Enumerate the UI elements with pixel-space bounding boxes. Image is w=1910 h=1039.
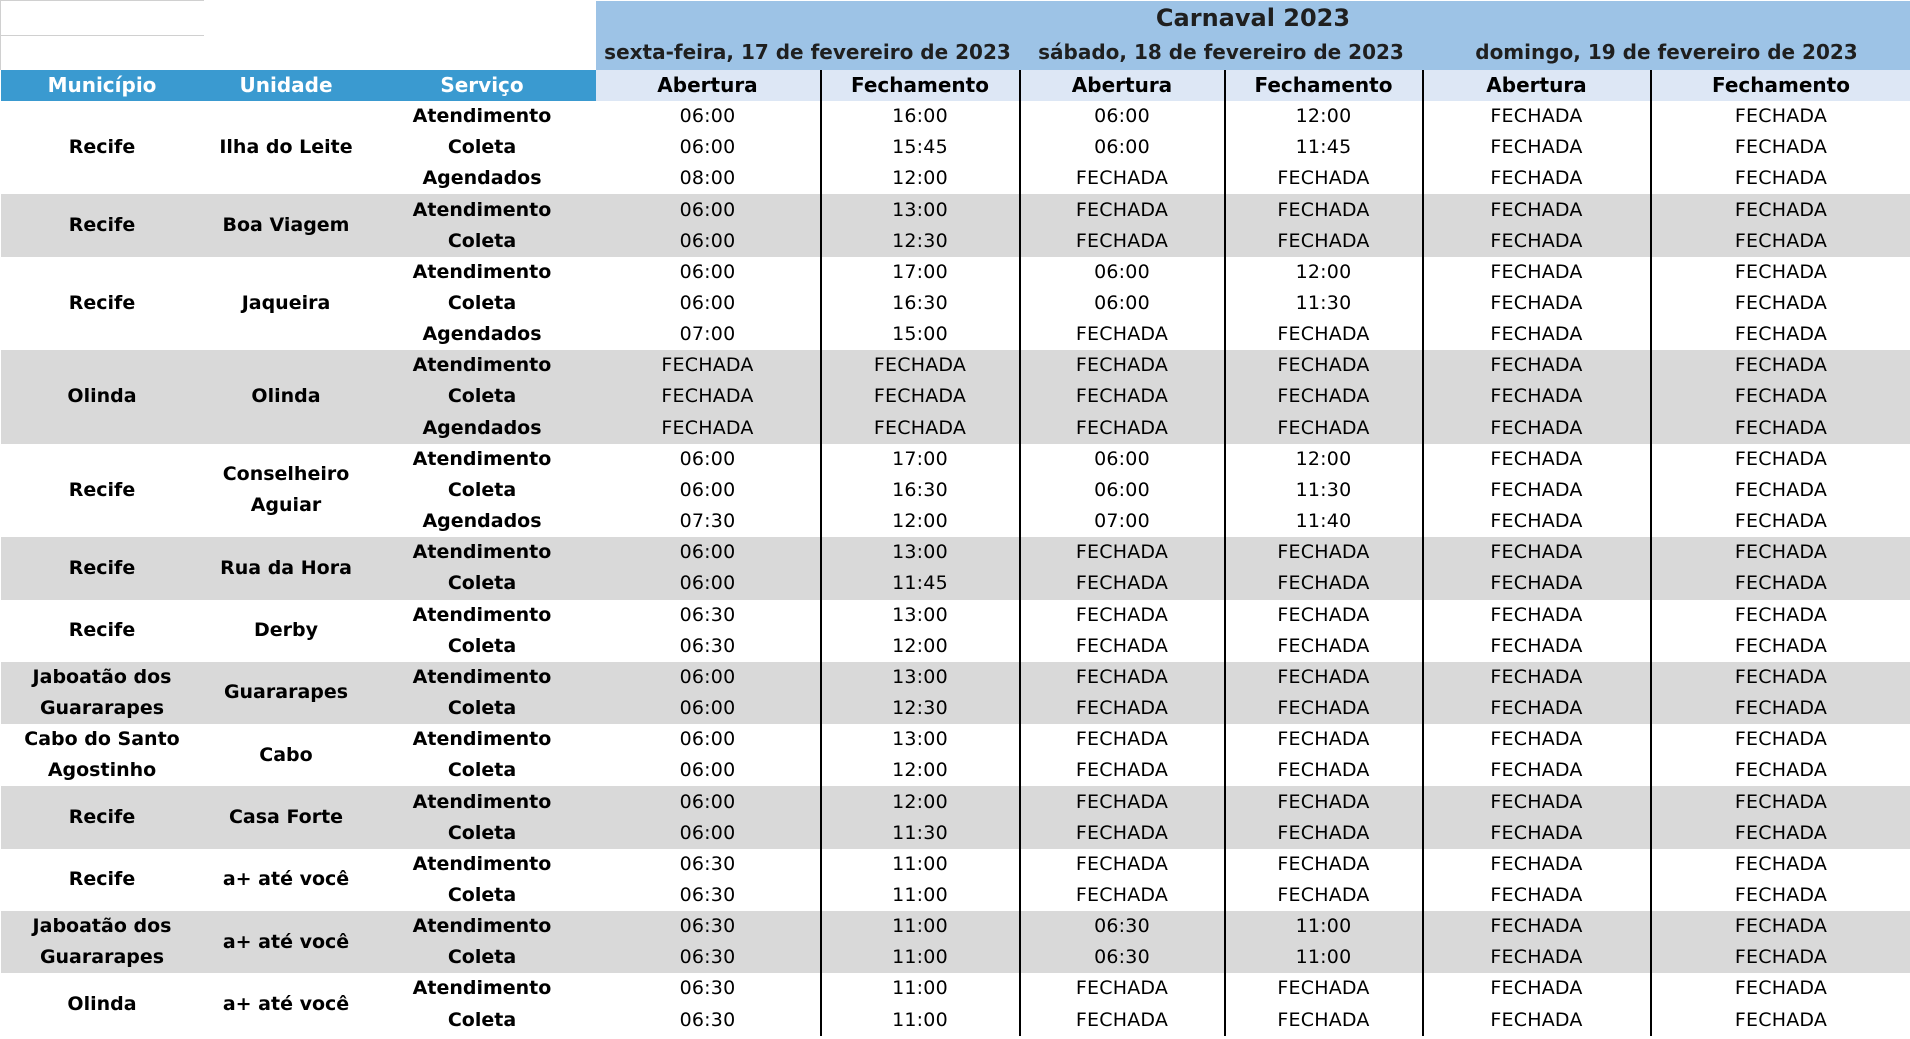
cell-municipio: Recife <box>1 786 204 848</box>
cell-abertura: FECHADA <box>1423 381 1651 412</box>
cell-fechamento: FECHADA <box>1651 662 1910 693</box>
cell-municipio: Recife <box>68 619 136 642</box>
table-row <box>1 101 1910 132</box>
cell-servico: Coleta <box>369 818 596 849</box>
cell-servico: Coleta <box>369 568 596 599</box>
cell-servico: Coleta <box>447 136 517 159</box>
cell-fechamento: FECHADA <box>1734 852 1828 875</box>
cell-abertura: FECHADA <box>1423 226 1651 257</box>
cell-fechamento: FECHADA <box>821 381 1020 412</box>
cell-fechamento: 12:00 <box>821 506 1020 537</box>
cell-fechamento: FECHADA <box>1225 413 1423 444</box>
cell-abertura: FECHADA <box>1020 319 1225 350</box>
table-row <box>1 662 1910 693</box>
cell-fechamento: 12:00 <box>821 755 1020 786</box>
cell-servico: Atendimento <box>412 603 552 626</box>
cell-fechamento: 13:00 <box>821 194 1020 225</box>
cell-servico: Coleta <box>447 292 517 315</box>
cell-municipio: Recife <box>68 868 136 891</box>
cell-fechamento: FECHADA <box>1734 292 1828 315</box>
cell-abertura: 06:00 <box>596 132 821 163</box>
cell-municipio: Recife <box>1 537 204 599</box>
cell-abertura: FECHADA <box>1423 631 1651 662</box>
cell-servico: Atendimento <box>412 260 552 283</box>
cell-fechamento: 16:30 <box>821 288 1020 319</box>
cell-fechamento: 13:00 <box>821 600 1020 631</box>
column-header-abertura-fri: Abertura <box>596 70 821 101</box>
cell-abertura: 06:00 <box>596 662 821 693</box>
cell-fechamento: FECHADA <box>1734 728 1828 751</box>
cell-fechamento: 13:00 <box>821 662 1020 693</box>
cell-fechamento: 15:45 <box>821 132 1020 163</box>
cell-unidade: Olinda <box>204 350 369 443</box>
cell-abertura: FECHADA <box>1423 194 1651 225</box>
cell-servico: Atendimento <box>412 977 552 1000</box>
cell-fechamento: FECHADA <box>1225 693 1423 724</box>
cell-abertura: 06:00 <box>596 537 821 568</box>
cell-abertura: 06:00 <box>596 724 821 755</box>
cell-unidade: Cabo <box>259 743 313 766</box>
cell-municipio: Olinda <box>67 993 137 1016</box>
cell-fechamento: FECHADA <box>1734 447 1828 470</box>
column-header-fechamento-fri: Fechamento <box>821 70 1020 101</box>
cell-abertura: FECHADA <box>1020 631 1225 662</box>
cell-fechamento: FECHADA <box>1651 381 1910 412</box>
cell-abertura: FECHADA <box>1423 911 1651 942</box>
day-header-sunday: domingo, 19 de fevereiro de 2023 <box>1423 36 1910 71</box>
cell-abertura: 06:00 <box>596 786 821 817</box>
cell-abertura: 06:30 <box>596 911 821 942</box>
cell-fechamento: 11:00 <box>1225 942 1423 973</box>
cell-abertura: 06:00 <box>1020 132 1225 163</box>
table-row <box>1 444 1910 475</box>
cell-fechamento: FECHADA <box>1651 226 1910 257</box>
cell-unidade: a+ até você <box>222 868 350 891</box>
cell-abertura: 06:00 <box>596 101 821 132</box>
cell-servico: Atendimento <box>369 662 596 693</box>
cell-unidade: Derby <box>253 619 318 642</box>
cell-servico: Atendimento <box>412 105 552 128</box>
table-row <box>1 600 1910 631</box>
table-row <box>1 257 1910 288</box>
cell-fechamento: FECHADA <box>1734 167 1828 190</box>
cell-fechamento: 12:00 <box>1225 444 1423 475</box>
cell-unidade: Boa Viagem <box>204 194 369 256</box>
cell-abertura: FECHADA <box>1423 413 1651 444</box>
column-header-abertura-sat: Abertura <box>1020 70 1225 101</box>
column-header-unidade: Unidade <box>204 70 369 101</box>
cell-abertura: FECHADA <box>1423 693 1651 724</box>
carnival-title: Carnaval 2023 <box>596 1 1910 36</box>
cell-fechamento: FECHADA <box>1651 693 1910 724</box>
cell-servico: Agendados <box>422 167 542 190</box>
cell-abertura: FECHADA <box>1423 1005 1651 1036</box>
cell-fechamento: 17:00 <box>821 257 1020 288</box>
cell-abertura: FECHADA <box>1423 849 1651 880</box>
cell-fechamento: 11:45 <box>821 568 1020 599</box>
cell-abertura: 07:30 <box>596 506 821 537</box>
cell-fechamento: 11:30 <box>1225 475 1423 506</box>
cell-abertura: 06:00 <box>596 818 821 849</box>
cell-fechamento: FECHADA <box>1225 973 1423 1004</box>
cell-servico: Atendimento <box>412 728 552 751</box>
cell-unidade: Ilha do Leite <box>219 136 353 159</box>
cell-abertura: FECHADA <box>1423 662 1651 693</box>
header-blank <box>204 1 369 36</box>
cell-fechamento: FECHADA <box>1651 568 1910 599</box>
cell-fechamento: 16:00 <box>821 101 1020 132</box>
header-blank <box>204 36 369 71</box>
cell-abertura: FECHADA <box>1423 880 1651 911</box>
cell-fechamento: 11:00 <box>1225 911 1423 942</box>
cell-servico: Agendados <box>422 323 542 346</box>
cell-servico: Coleta <box>447 478 517 501</box>
table-row <box>1 786 1910 817</box>
cell-unidade: Guararapes <box>204 662 369 724</box>
cell-abertura: FECHADA <box>1423 350 1651 381</box>
cell-abertura: FECHADA <box>596 381 821 412</box>
cell-abertura: FECHADA <box>1020 381 1225 412</box>
cell-fechamento: FECHADA <box>821 350 1020 381</box>
cell-fechamento: FECHADA <box>1225 226 1423 257</box>
cell-fechamento: FECHADA <box>1734 634 1828 657</box>
cell-abertura: FECHADA <box>1423 568 1651 599</box>
cell-fechamento: 11:40 <box>1225 506 1423 537</box>
cell-fechamento: FECHADA <box>1225 662 1423 693</box>
cell-fechamento: FECHADA <box>1225 350 1423 381</box>
cell-fechamento: FECHADA <box>1225 194 1423 225</box>
cell-fechamento: 12:00 <box>1225 101 1423 132</box>
cell-fechamento: FECHADA <box>1734 977 1828 1000</box>
cell-fechamento: FECHADA <box>1225 818 1423 849</box>
cell-abertura: FECHADA <box>1020 226 1225 257</box>
cell-fechamento: 11:00 <box>821 973 1020 1004</box>
cell-fechamento: FECHADA <box>1225 381 1423 412</box>
cell-fechamento: FECHADA <box>1734 603 1828 626</box>
cell-fechamento: 11:30 <box>821 818 1020 849</box>
cell-fechamento: FECHADA <box>1225 163 1423 194</box>
cell-fechamento: FECHADA <box>1225 537 1423 568</box>
cell-fechamento: 12:30 <box>821 693 1020 724</box>
table-row <box>1 350 1910 381</box>
cell-abertura: 06:00 <box>1020 444 1225 475</box>
cell-fechamento: FECHADA <box>1225 319 1423 350</box>
cell-servico: Agendados <box>369 413 596 444</box>
cell-fechamento: FECHADA <box>1651 194 1910 225</box>
cell-municipio: Cabo do Santo Agostinho <box>24 728 180 782</box>
cell-fechamento: 12:00 <box>821 163 1020 194</box>
cell-servico: Coleta <box>447 759 517 782</box>
cell-fechamento: 11:00 <box>821 880 1020 911</box>
cell-fechamento: 11:30 <box>1225 288 1423 319</box>
cell-municipio: Recife <box>68 136 136 159</box>
cell-abertura: FECHADA <box>1423 755 1651 786</box>
cell-abertura: FECHADA <box>1020 600 1225 631</box>
cell-fechamento: FECHADA <box>1734 105 1828 128</box>
cell-abertura: FECHADA <box>1423 132 1651 163</box>
cell-fechamento: 12:00 <box>821 786 1020 817</box>
cell-servico: Atendimento <box>369 194 596 225</box>
cell-fechamento: FECHADA <box>1225 880 1423 911</box>
table-row <box>1 973 1910 1004</box>
cell-servico: Atendimento <box>369 537 596 568</box>
cell-abertura: 06:30 <box>596 1005 821 1036</box>
cell-abertura: 06:00 <box>596 693 821 724</box>
cell-fechamento: 15:00 <box>821 319 1020 350</box>
cell-fechamento: FECHADA <box>821 413 1020 444</box>
cell-abertura: FECHADA <box>1423 257 1651 288</box>
cell-abertura: FECHADA <box>1423 537 1651 568</box>
cell-abertura: 06:00 <box>1020 101 1225 132</box>
cell-servico: Atendimento <box>412 447 552 470</box>
header-row-title <box>1 1 1910 36</box>
cell-fechamento: FECHADA <box>1734 1008 1828 1031</box>
cell-municipio: Olinda <box>1 350 204 443</box>
cell-abertura: FECHADA <box>1020 880 1225 911</box>
cell-fechamento: 13:00 <box>821 537 1020 568</box>
schedule-body <box>1 101 1910 1036</box>
column-header-servico: Serviço <box>369 70 596 101</box>
cell-abertura: 06:00 <box>596 257 821 288</box>
cell-servico: Agendados <box>422 510 542 533</box>
cell-abertura: 06:30 <box>596 880 821 911</box>
cell-municipio: Jaboatão dos Guararapes <box>1 911 204 973</box>
cell-abertura: 06:30 <box>596 849 821 880</box>
cell-abertura: FECHADA <box>1020 1005 1225 1036</box>
cell-fechamento: FECHADA <box>1225 849 1423 880</box>
header-blank <box>369 1 596 36</box>
cell-fechamento: 12:00 <box>1225 257 1423 288</box>
cell-servico: Coleta <box>369 942 596 973</box>
cell-abertura: 06:00 <box>1020 288 1225 319</box>
cell-abertura: FECHADA <box>1423 506 1651 537</box>
cell-fechamento: FECHADA <box>1651 350 1910 381</box>
cell-abertura: FECHADA <box>1423 444 1651 475</box>
cell-unidade: Rua da Hora <box>204 537 369 599</box>
cell-fechamento: 12:00 <box>821 631 1020 662</box>
cell-abertura: FECHADA <box>1020 818 1225 849</box>
cell-abertura: FECHADA <box>1020 973 1225 1004</box>
header-blank <box>1 36 204 71</box>
cell-fechamento: FECHADA <box>1651 911 1910 942</box>
cell-abertura: FECHADA <box>1020 568 1225 599</box>
cell-servico: Coleta <box>447 634 517 657</box>
cell-abertura: FECHADA <box>1020 786 1225 817</box>
cell-fechamento: FECHADA <box>1734 260 1828 283</box>
cell-servico: Coleta <box>369 381 596 412</box>
cell-fechamento: FECHADA <box>1225 1005 1423 1036</box>
cell-abertura: 06:00 <box>596 755 821 786</box>
cell-fechamento: 11:00 <box>821 1005 1020 1036</box>
cell-fechamento: FECHADA <box>1651 942 1910 973</box>
cell-municipio: Recife <box>1 194 204 256</box>
cell-abertura: 06:30 <box>1020 942 1225 973</box>
cell-fechamento: FECHADA <box>1734 883 1828 906</box>
cell-abertura: FECHADA <box>1020 537 1225 568</box>
cell-abertura: 06:00 <box>596 288 821 319</box>
cell-servico: Coleta <box>369 693 596 724</box>
cell-fechamento: 11:00 <box>821 849 1020 880</box>
cell-abertura: 06:00 <box>596 444 821 475</box>
table-row <box>1 724 1910 755</box>
cell-fechamento: FECHADA <box>1734 323 1828 346</box>
column-header-abertura-sun: Abertura <box>1423 70 1651 101</box>
table-row <box>1 194 1910 225</box>
cell-fechamento: FECHADA <box>1651 786 1910 817</box>
header-blank <box>369 36 596 71</box>
cell-fechamento: FECHADA <box>1225 724 1423 755</box>
cell-abertura: FECHADA <box>1423 163 1651 194</box>
cell-fechamento: FECHADA <box>1225 755 1423 786</box>
column-header-fechamento-sun: Fechamento <box>1651 70 1910 101</box>
cell-abertura: FECHADA <box>596 413 821 444</box>
cell-abertura: FECHADA <box>1020 755 1225 786</box>
cell-servico: Coleta <box>369 226 596 257</box>
cell-abertura: 06:00 <box>596 568 821 599</box>
cell-abertura: FECHADA <box>1423 475 1651 506</box>
cell-abertura: FECHADA <box>1423 101 1651 132</box>
column-header-fechamento-sat: Fechamento <box>1225 70 1423 101</box>
cell-abertura: FECHADA <box>1020 662 1225 693</box>
cell-abertura: 07:00 <box>596 319 821 350</box>
cell-fechamento: 13:00 <box>821 724 1020 755</box>
cell-abertura: 06:00 <box>1020 475 1225 506</box>
cell-abertura: 07:00 <box>1020 506 1225 537</box>
cell-fechamento: 16:30 <box>821 475 1020 506</box>
cell-abertura: FECHADA <box>1020 724 1225 755</box>
cell-servico: Coleta <box>447 883 517 906</box>
day-header-saturday: sábado, 18 de fevereiro de 2023 <box>1020 36 1423 71</box>
cell-fechamento: FECHADA <box>1225 600 1423 631</box>
cell-abertura: FECHADA <box>1020 350 1225 381</box>
table-row <box>1 537 1910 568</box>
cell-abertura: 06:00 <box>596 194 821 225</box>
cell-abertura: 06:00 <box>596 226 821 257</box>
cell-fechamento: FECHADA <box>1225 631 1423 662</box>
cell-fechamento: FECHADA <box>1651 818 1910 849</box>
cell-abertura: 06:30 <box>596 600 821 631</box>
cell-fechamento: FECHADA <box>1225 786 1423 817</box>
cell-abertura: FECHADA <box>1423 319 1651 350</box>
header-blank <box>1 1 204 36</box>
cell-fechamento: FECHADA <box>1225 568 1423 599</box>
cell-unidade: a+ até você <box>222 993 350 1016</box>
cell-abertura: 06:30 <box>596 631 821 662</box>
cell-abertura: FECHADA <box>1423 724 1651 755</box>
cell-unidade: a+ até você <box>204 911 369 973</box>
cell-servico: Coleta <box>447 1008 517 1031</box>
cell-abertura: 06:30 <box>596 942 821 973</box>
cell-abertura: FECHADA <box>1423 942 1651 973</box>
cell-unidade: Jaqueira <box>241 292 331 315</box>
cell-abertura: FECHADA <box>1020 163 1225 194</box>
column-header-municipio: Município <box>1 70 204 101</box>
cell-fechamento: 11:00 <box>821 942 1020 973</box>
cell-abertura: FECHADA <box>1020 693 1225 724</box>
cell-servico: Atendimento <box>369 786 596 817</box>
cell-abertura: FECHADA <box>596 350 821 381</box>
cell-fechamento: FECHADA <box>1651 537 1910 568</box>
cell-fechamento: 11:45 <box>1225 132 1423 163</box>
cell-unidade: Casa Forte <box>204 786 369 848</box>
cell-abertura: 06:30 <box>596 973 821 1004</box>
cell-fechamento: FECHADA <box>1734 510 1828 533</box>
table-row <box>1 849 1910 880</box>
cell-abertura: FECHADA <box>1020 849 1225 880</box>
cell-abertura: FECHADA <box>1423 818 1651 849</box>
cell-abertura: FECHADA <box>1423 973 1651 1004</box>
header-row-days <box>1 36 1910 71</box>
cell-fechamento: FECHADA <box>1734 478 1828 501</box>
cell-fechamento: 17:00 <box>821 444 1020 475</box>
cell-unidade: Conselheiro Aguiar <box>222 463 350 517</box>
cell-abertura: 08:00 <box>596 163 821 194</box>
cell-abertura: FECHADA <box>1423 600 1651 631</box>
cell-fechamento: 11:00 <box>821 911 1020 942</box>
cell-fechamento: FECHADA <box>1651 413 1910 444</box>
cell-municipio: Recife <box>68 292 136 315</box>
cell-abertura: 06:30 <box>1020 911 1225 942</box>
cell-abertura: 06:00 <box>1020 257 1225 288</box>
cell-servico: Atendimento <box>412 852 552 875</box>
cell-abertura: 06:00 <box>596 475 821 506</box>
cell-abertura: FECHADA <box>1020 194 1225 225</box>
cell-fechamento: FECHADA <box>1734 136 1828 159</box>
cell-fechamento: 12:30 <box>821 226 1020 257</box>
cell-servico: Atendimento <box>369 911 596 942</box>
day-header-friday: sexta-feira, 17 de fevereiro de 2023 <box>596 36 1020 71</box>
cell-municipio: Jaboatão dos Guararapes <box>1 662 204 724</box>
cell-abertura: FECHADA <box>1020 413 1225 444</box>
cell-municipio: Recife <box>68 478 136 501</box>
header-row-columns <box>1 70 1910 101</box>
cell-servico: Atendimento <box>369 350 596 381</box>
cell-fechamento: FECHADA <box>1734 759 1828 782</box>
table-row <box>1 911 1910 942</box>
cell-abertura: FECHADA <box>1423 786 1651 817</box>
cell-abertura: FECHADA <box>1423 288 1651 319</box>
